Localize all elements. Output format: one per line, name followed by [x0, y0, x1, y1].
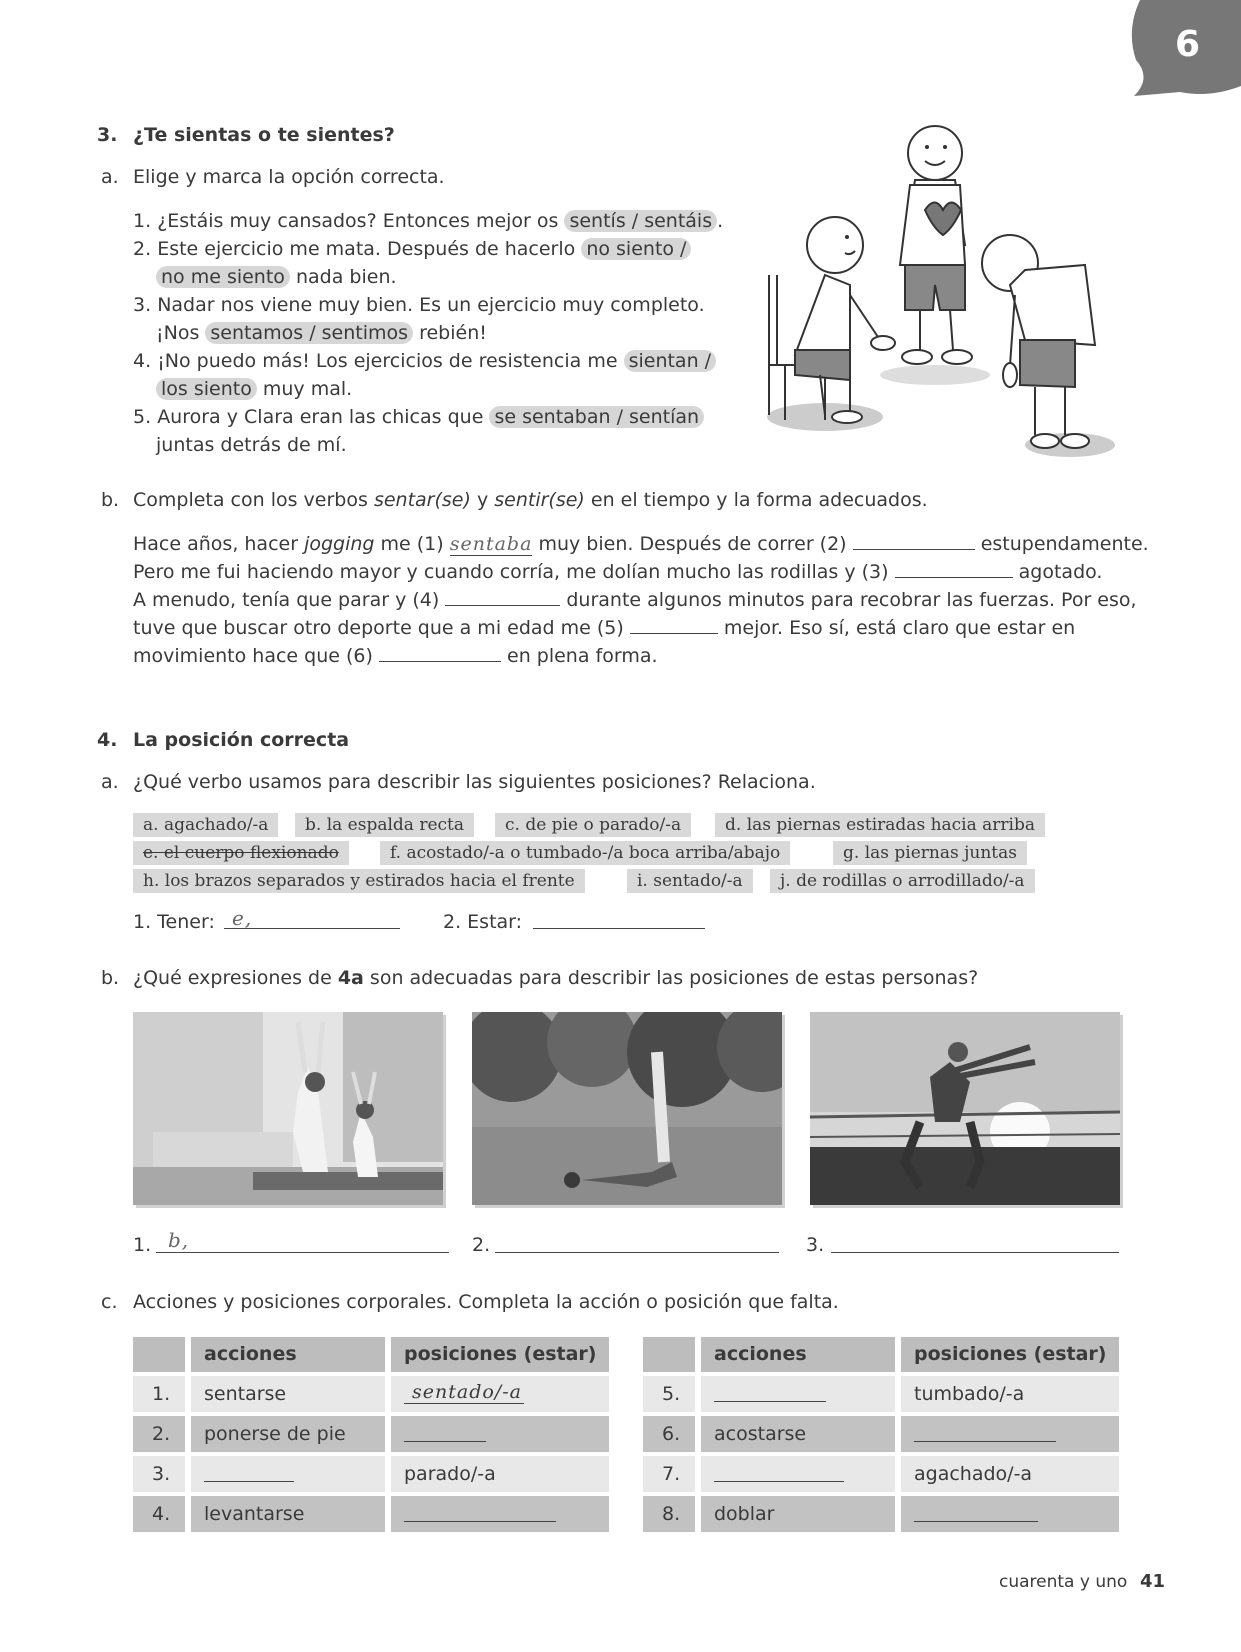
ex3a-item-3-cont: ¡Nos sentamos / sentimos rebién! — [156, 322, 487, 344]
row-3-number: 3. — [152, 1463, 171, 1485]
ex3a-item-2: 2. Este ejercicio me mata. Después de hacerlo no siento / — [133, 235, 691, 263]
row-6-posicion-blank[interactable] — [914, 1441, 1056, 1442]
ex3a-item-3: 3. Nadar nos viene muy bien. Es un ejercicio muy completo. — [133, 294, 705, 316]
table-header-posiciones: posiciones (estar) — [914, 1343, 1107, 1365]
ex4c-letter: c. — [101, 1291, 118, 1313]
photo-1-answer[interactable]: b, — [168, 1228, 190, 1252]
ex4c-instruction: Acciones y posiciones corporales. Completa la acción o posición que falta. — [133, 1291, 839, 1313]
row-7-posicion: agachado/-a — [914, 1463, 1033, 1485]
col-sep — [695, 1337, 701, 1532]
tener-answer[interactable]: e, — [232, 906, 253, 930]
option-highlight[interactable]: no me siento — [156, 266, 290, 288]
chip-a[interactable]: a. agachado/-a — [133, 813, 278, 837]
photo-2-line[interactable] — [495, 1252, 779, 1253]
option-highlight[interactable]: se sentaban / sentían — [489, 406, 704, 428]
blank-5[interactable] — [630, 613, 718, 634]
ex3-title: ¿Te sientas o te sientes? — [133, 124, 395, 146]
row-7-accion-blank[interactable] — [714, 1481, 844, 1482]
row-4-posicion-blank[interactable] — [404, 1521, 556, 1522]
row-5-number: 5. — [662, 1383, 681, 1405]
ex4a-instruction: ¿Qué verbo usamos para describir las siguientes posiciones? Relaciona. — [133, 771, 816, 793]
row-3-posicion: parado/-a — [404, 1463, 496, 1485]
table-header-num-cell — [133, 1337, 185, 1372]
row-8-posicion-blank[interactable] — [914, 1521, 1038, 1522]
photo-legs-up-park — [472, 1012, 782, 1205]
chip-g[interactable]: g. las piernas juntas — [833, 841, 1027, 865]
option-highlight[interactable]: sientan / — [624, 350, 717, 372]
ex4b-instruction: ¿Qué expresiones de 4a son adecuadas para describir las posiciones de estas personas? — [133, 967, 979, 989]
photo-squat-outdoors — [810, 1012, 1120, 1205]
ex3-number: 3. — [97, 124, 118, 146]
estar-label: 2. Estar: — [443, 911, 523, 933]
chip-j[interactable]: j. de rodillas o arrodillado/-a — [770, 869, 1035, 893]
row-5-posicion: tumbado/-a — [914, 1383, 1025, 1405]
table-header-num-cell — [643, 1337, 695, 1372]
row-6-number: 6. — [662, 1423, 681, 1445]
tener-line[interactable] — [224, 928, 400, 929]
ex4-number: 4. — [97, 729, 118, 751]
ex3b-line-1: Hace años, hacer jogging me (1) sentaba muy bien. Después de correr (2) estupendamente. — [133, 529, 1149, 558]
tener-label: 1. Tener: — [133, 911, 215, 933]
blank-3[interactable] — [895, 557, 1013, 578]
option-highlight[interactable]: los siento — [156, 378, 257, 400]
estar-line[interactable] — [533, 928, 705, 929]
ex3a-item-5: 5. Aurora y Clara eran las chicas que se sentaban / sentían — [133, 403, 704, 431]
row-6-accion: acostarse — [714, 1423, 807, 1445]
row-7-bg — [643, 1456, 1119, 1492]
ex3a-letter: a. — [101, 166, 119, 188]
table-header-acciones: acciones — [714, 1343, 807, 1365]
ex3b-line-2: Pero me fui haciendo mayor y cuando corría, me dolían mucho las rodillas y (3) agotado. — [133, 557, 1102, 586]
row-5-bg — [643, 1376, 1119, 1412]
ex4a-letter: a. — [101, 771, 119, 793]
row-1-posicion-answer[interactable]: sentado/-a — [412, 1381, 522, 1403]
ex3a-instruction: Elige y marca la opción correcta. — [133, 166, 445, 188]
chapter-number: 6 — [1175, 24, 1201, 65]
row-2-accion: ponerse de pie — [204, 1423, 346, 1445]
chip-i[interactable]: i. sentado/-a — [627, 869, 753, 893]
photo-1-line[interactable] — [156, 1252, 449, 1253]
chip-h[interactable]: h. los brazos separados y estirados hacia el frente — [133, 869, 585, 893]
table-header-posiciones: posiciones (estar) — [404, 1343, 597, 1365]
option-highlight[interactable]: no siento / — [581, 238, 691, 260]
ex3b-instruction: Completa con los verbos sentar(se) y sentir(se) en el tiempo y la forma adecuados. — [133, 489, 928, 511]
ex3a-item-1: 1. ¿Estáis muy cansados? Entonces mejor os sentís / sentáis . — [133, 210, 724, 232]
blank-2[interactable] — [853, 529, 975, 550]
chip-f[interactable]: f. acostado/-a o tumbado-/a boca arriba/abajo — [380, 841, 790, 865]
page-footer-words: cuarenta y uno — [999, 1572, 1128, 1592]
ex3b-line-4: tuve que buscar otro deporte que a mi edad me (5) mejor. Eso sí, está claro que estar en — [133, 613, 1075, 642]
option-highlight[interactable]: sentamos / sentimos — [205, 322, 413, 344]
ex3b-letter: b. — [101, 489, 120, 511]
ex4b-letter: b. — [101, 967, 120, 989]
col-sep — [895, 1337, 901, 1532]
chip-c[interactable]: c. de pie o parado/-a — [495, 813, 691, 837]
row-5-accion-blank[interactable] — [714, 1401, 826, 1402]
ex3b-line-3: A menudo, tenía que parar y (4) durante algunos minutos para recobrar las fuerzas. Por eso, — [133, 585, 1137, 614]
row-2-number: 2. — [152, 1423, 171, 1445]
photo-3-line[interactable] — [831, 1252, 1119, 1253]
chip-d[interactable]: d. las piernas estiradas hacia arriba — [715, 813, 1045, 837]
ex3a-item-4: 4. ¡No puedo más! Los ejercicios de resistencia me sientan / — [133, 347, 716, 375]
chip-e[interactable]: e. el cuerpo flexionado — [133, 841, 349, 865]
col-sep — [185, 1337, 191, 1532]
photo-3-label: 3. — [806, 1234, 825, 1256]
ex3a-item-2-cont: no me siento nada bien. — [156, 263, 397, 291]
ex3a-item-5-cont: juntas detrás de mí. — [156, 434, 347, 456]
ex4-title: La posición correcta — [133, 729, 350, 751]
photo-yoga-kneeling — [133, 1012, 443, 1205]
stick-figures-illustration — [755, 125, 1125, 465]
row-1-accion: sentarse — [204, 1383, 287, 1405]
page-number: 41 — [1140, 1571, 1166, 1592]
row-7-number: 7. — [662, 1463, 681, 1485]
row-3-bg — [133, 1456, 609, 1492]
row-4-accion: levantarse — [204, 1503, 305, 1525]
blank-6[interactable] — [379, 641, 501, 662]
row-8-accion: doblar — [714, 1503, 775, 1525]
handwritten-answer[interactable]: sentaba — [449, 533, 533, 555]
blank-4[interactable] — [445, 585, 560, 606]
row-8-number: 8. — [662, 1503, 681, 1525]
row-1-number: 1. — [152, 1383, 171, 1405]
row-3-accion-blank[interactable] — [204, 1481, 294, 1482]
col-sep — [385, 1337, 391, 1532]
photo-2-label: 2. — [472, 1234, 491, 1256]
ex3b-line-5: movimiento hace que (6) en plena forma. — [133, 641, 658, 670]
photo-1-label: 1. — [133, 1234, 152, 1256]
table-header-acciones: acciones — [204, 1343, 297, 1365]
row-2-posicion-blank[interactable] — [404, 1441, 486, 1442]
chip-b[interactable]: b. la espalda recta — [295, 813, 474, 837]
row-4-number: 4. — [152, 1503, 171, 1525]
row-1-posicion-line — [404, 1403, 524, 1404]
option-highlight[interactable]: sentís / sentáis — [564, 210, 717, 232]
ex3a-item-4-cont: los siento muy mal. — [156, 375, 352, 403]
